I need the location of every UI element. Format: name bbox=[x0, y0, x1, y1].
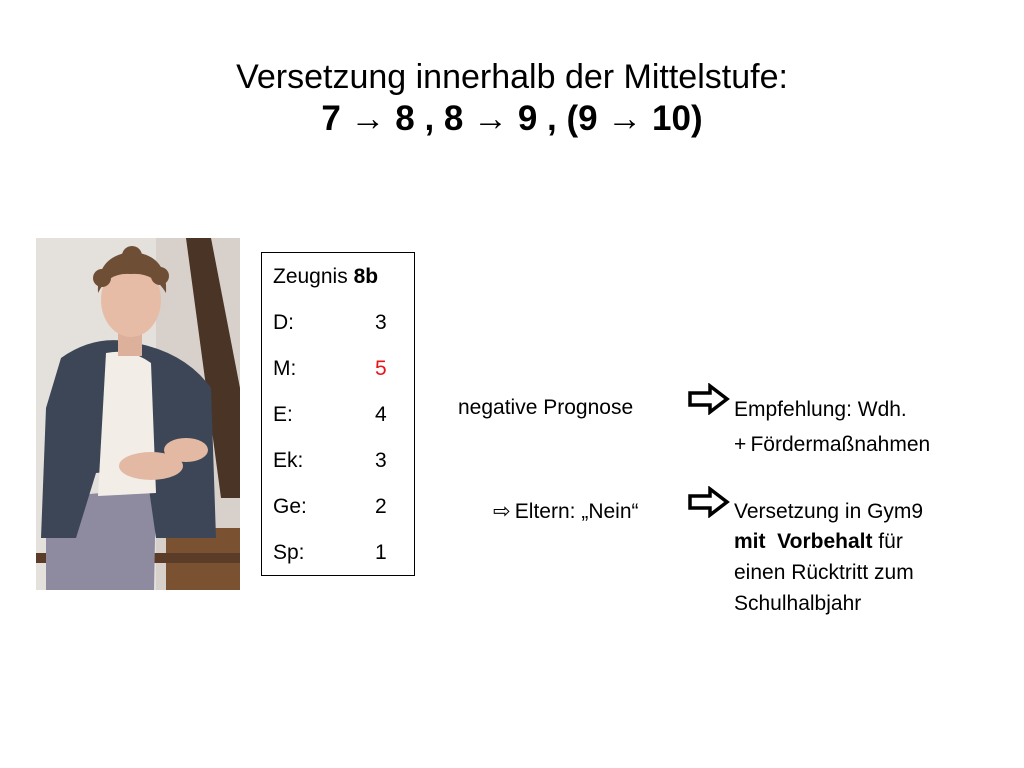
grade-subject: Sp: bbox=[273, 541, 305, 564]
recommendation-text: Empfehlung: Wdh. bbox=[734, 398, 907, 421]
condition-suffix: für bbox=[872, 530, 903, 553]
grade-subject: Ge: bbox=[273, 495, 307, 518]
grade-value: 3 bbox=[375, 449, 387, 472]
grade-value: 4 bbox=[375, 403, 387, 426]
grade-value: 1 bbox=[375, 541, 387, 564]
promotion-result-line: Versetzung in Gym9 bbox=[734, 500, 924, 523]
parents-label: ⇨ Eltern: „Nein“ bbox=[493, 500, 639, 523]
right-arrow-icon bbox=[688, 486, 730, 518]
grade-subject: D: bbox=[273, 311, 294, 334]
grade-value: 2 bbox=[375, 495, 387, 518]
title-line-1: Versetzung innerhalb der Mittelstufe: bbox=[236, 58, 788, 96]
prognosis-label: negative Prognose bbox=[458, 396, 634, 419]
promotion-condition-line bbox=[734, 530, 903, 554]
support-measures-text: + Fördermaßnahmen bbox=[734, 433, 931, 456]
condition-emphasis: mit Vorbehalt bbox=[734, 530, 873, 553]
student-photo-icon bbox=[36, 238, 240, 590]
promotion-detail-line: einen Rücktritt zum bbox=[734, 561, 914, 584]
slide-title bbox=[0, 56, 1024, 140]
right-arrow-icon bbox=[688, 383, 730, 415]
title-line-2: 7 → 8 , 8 → 9 , (9 → 10) bbox=[321, 99, 703, 138]
student-photo bbox=[36, 238, 240, 590]
report-label: Zeugnis bbox=[273, 265, 348, 288]
report-card bbox=[261, 252, 415, 576]
grade-subject: E: bbox=[273, 403, 293, 426]
grade-value-failing: 5 bbox=[375, 357, 387, 380]
grade-value: 3 bbox=[375, 311, 387, 334]
report-heading bbox=[273, 265, 378, 289]
grade-subject: Ek: bbox=[273, 449, 304, 472]
report-class: 8b bbox=[353, 265, 379, 288]
promotion-detail-line-2: Schulhalbjahr bbox=[734, 592, 862, 615]
grade-subject: M: bbox=[273, 357, 297, 380]
